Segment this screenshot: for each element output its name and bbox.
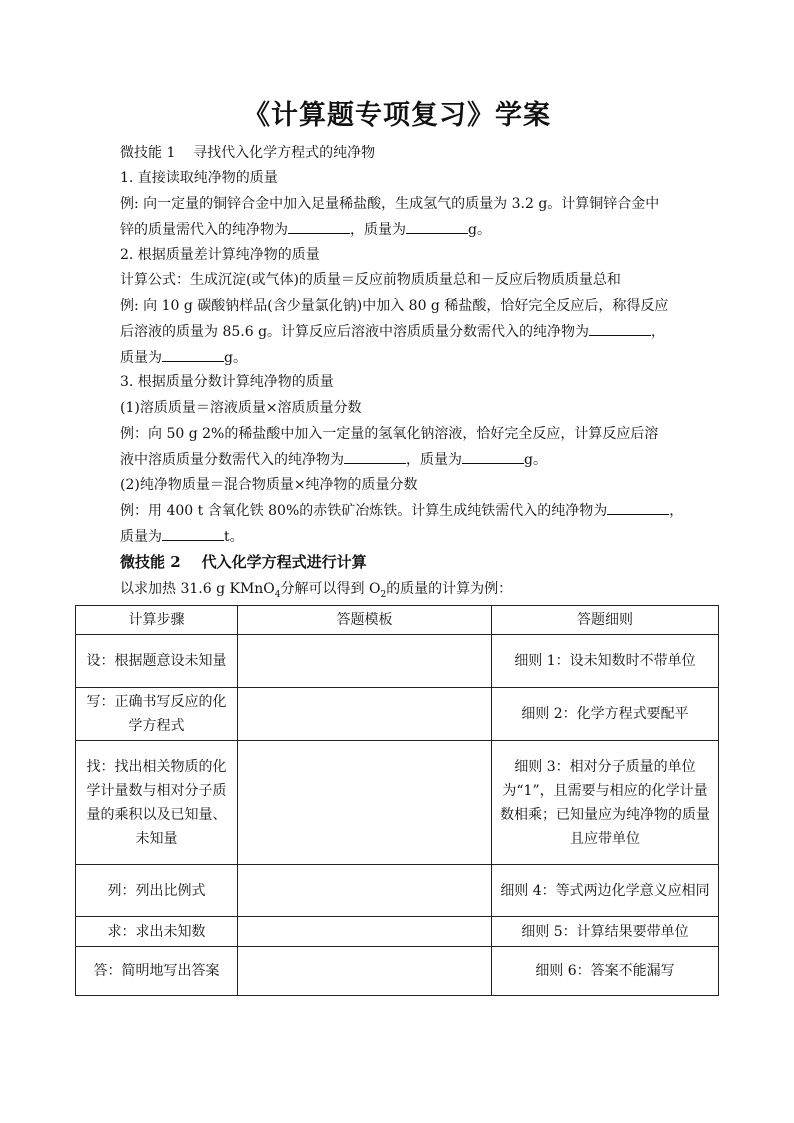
rule-cell: 细则 2：化学方程式要配平 <box>492 688 719 741</box>
header-rule: 答题细则 <box>492 606 719 635</box>
section-heading-1 <box>120 143 700 163</box>
example-4-line-1 <box>120 500 700 521</box>
example-2-line-1: 例: 向 10 g 碳酸钠样品(含少量氯化钠)中加入 80 g 稀盐酸，恰好完全反应后，称得反应 <box>120 298 669 314</box>
example-1-line-2 <box>120 219 700 240</box>
formula-3-1: (1)溶质质量＝溶液质量×溶质质量分数 <box>120 400 362 416</box>
subscript-2: 2 <box>380 589 387 600</box>
table-row <box>76 688 719 741</box>
calculation-steps-table <box>75 605 719 996</box>
section-label-2: 微技能 2 <box>120 553 181 571</box>
template-cell[interactable] <box>238 741 492 865</box>
page-title: 《计算题专项复习》学案 <box>243 100 551 131</box>
table-row <box>76 865 719 917</box>
example-4-text-c: 质量为 <box>120 529 162 545</box>
example-3-line-1: 例：向 50 g 2%的稀盐酸中加入一定量的氢氧化钠溶液，恰好完全反应，计算反应后溶 <box>120 426 659 442</box>
example-3-line-2 <box>120 449 700 470</box>
rule-cell: 细则 3：相对分子质量的单位为“1”，且需要与相应的化学计量数相乘；已知量应为纯净物的质量且应带单位 <box>492 741 719 865</box>
answer-blank[interactable] <box>162 347 224 362</box>
formula-3-2: (2)纯净物质量＝混合物质量×纯净物的质量分数 <box>120 477 418 493</box>
template-cell[interactable] <box>238 947 492 996</box>
example-2-text-a: 后溶液的质量为 85.6 g。计算反应后溶液中溶质质量分数需代入的纯净物为 <box>120 324 590 340</box>
answer-blank[interactable] <box>288 219 350 234</box>
answer-blank[interactable] <box>589 321 651 336</box>
example-2-text-d: g。 <box>224 350 247 366</box>
example-2-line-3 <box>120 347 700 368</box>
example-3-text-c: g。 <box>524 452 547 468</box>
rule-cell: 细则 4：等式两边化学意义应相同 <box>492 865 719 917</box>
rule-cell: 细则 6：答案不能漏写 <box>492 947 719 996</box>
example-1-text-a: 锌的质量需代入的纯净物为 <box>120 222 288 238</box>
example-3-text-b: ，质量为 <box>406 452 462 468</box>
step-cell: 设：根据题意设未知量 <box>76 635 238 688</box>
example-4-line-2 <box>120 526 700 547</box>
example-1-text-b: ，质量为 <box>350 222 406 238</box>
section-title-1: 寻找代入化学方程式的纯净物 <box>193 145 376 161</box>
example-4-text-a: 例：用 400 t 含氧化铁 80%的赤铁矿冶炼铁。计算生成纯铁需代入的纯净物为 <box>120 503 608 519</box>
section-heading-2 <box>120 552 700 572</box>
table-row <box>76 917 719 947</box>
answer-blank[interactable] <box>607 500 669 515</box>
step-cell: 列：列出比例式 <box>76 865 238 917</box>
table-intro <box>120 579 700 599</box>
table-intro-a: 以求加热 31.6 g KMnO <box>120 581 275 597</box>
template-cell[interactable] <box>238 865 492 917</box>
answer-blank[interactable] <box>344 449 406 464</box>
answer-blank[interactable] <box>406 219 468 234</box>
example-4-text-b: ， <box>669 503 684 519</box>
example-3-text-a: 液中溶质质量分数需代入的纯净物为 <box>120 452 344 468</box>
answer-blank[interactable] <box>462 449 524 464</box>
header-template: 答题模板 <box>238 606 492 635</box>
step-cell: 答：简明地写出答案 <box>76 947 238 996</box>
example-2-text-b: ， <box>651 324 666 340</box>
template-cell[interactable] <box>238 917 492 947</box>
step-cell: 找：找出相关物质的化学计量数与相对分子质量的乘积以及已知量、未知量 <box>76 741 238 865</box>
rule-cell: 细则 1：设未知数时不带单位 <box>492 635 719 688</box>
header-step: 计算步骤 <box>76 606 238 635</box>
table-header-row <box>76 606 719 635</box>
example-2-line-2 <box>120 321 700 342</box>
step-cell: 求：求出未知数 <box>76 917 238 947</box>
subheading-1: 1. 直接读取纯净物的质量 <box>120 170 278 186</box>
section-label-1: 微技能 1 <box>120 145 176 161</box>
formula-1: 计算公式：生成沉淀(或气体)的质量＝反应前物质质量总和－反应后物质质量总和 <box>120 272 621 288</box>
example-1-line-1: 例: 向一定量的铜锌合金中加入足量稀盐酸，生成氢气的质量为 3.2 g。计算铜锌合金中 <box>120 196 660 212</box>
step-cell: 写：正确书写反应的化学方程式 <box>76 688 238 741</box>
table-intro-b: 分解可以得到 O <box>280 581 381 597</box>
subheading-2: 2. 根据质量差计算纯净物的质量 <box>120 247 320 263</box>
template-cell[interactable] <box>238 635 492 688</box>
answer-blank[interactable] <box>162 526 224 541</box>
table-row <box>76 635 719 688</box>
template-cell[interactable] <box>238 688 492 741</box>
rule-cell: 细则 5：计算结果要带单位 <box>492 917 719 947</box>
table-intro-c: 的质量的计算为例： <box>386 581 513 597</box>
section-title-2: 代入化学方程式进行计算 <box>201 553 367 571</box>
subscript-4: 4 <box>274 589 281 600</box>
subheading-3: 3. 根据质量分数计算纯净物的质量 <box>120 374 334 390</box>
table-row <box>76 947 719 996</box>
example-2-text-c: 质量为 <box>120 350 162 366</box>
table-row <box>76 741 719 865</box>
example-1-text-c: g。 <box>468 222 491 238</box>
example-4-text-d: t。 <box>224 529 244 545</box>
